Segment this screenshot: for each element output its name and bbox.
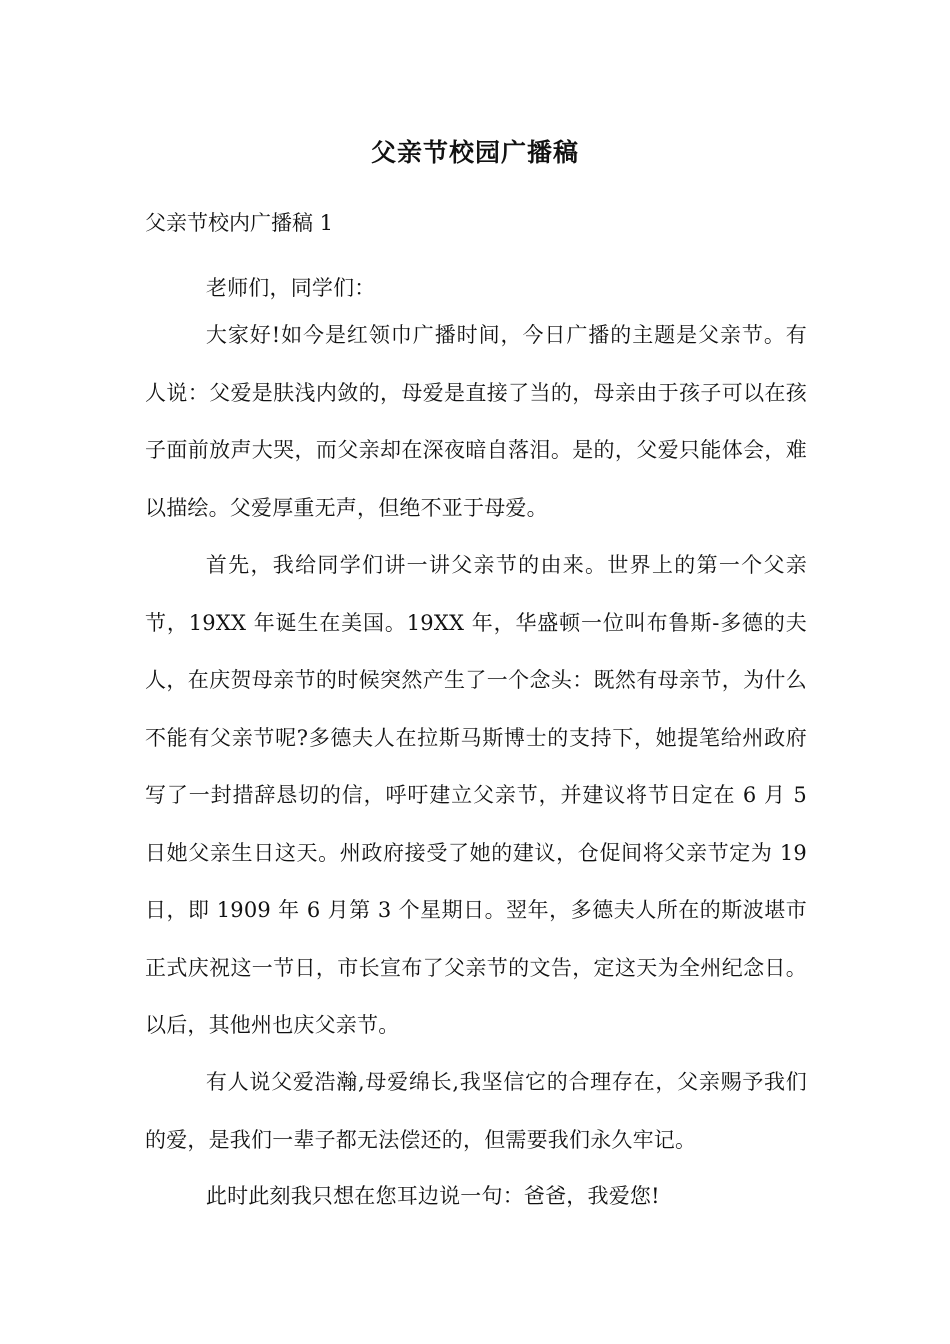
section-heading: 父亲节校内广播稿 1 (145, 211, 334, 235)
paragraph-intro: 大家好!如今是红领巾广播时间，今日广播的主题是父亲节。有人说：父爱是肤浅内敛的，母爱是直接了当的，母亲由于孩子可以在孩子面前放声大哭，而父亲却在深夜暗自落泪。是的，父爱只能体会，难以描绘。父爱厚重无声，但绝不亚于母爱。 (145, 323, 807, 520)
paragraph-origin: 首先，我给同学们讲一讲父亲节的由来。世界上的第一个父亲节，19XX 年诞生在美国。19XX 年，华盛顿一位叫布鲁斯-多德的夫人，在庆贺母亲节的时候突然产生了一个念头：既然有母亲节，为什么不能有父亲节呢?多德夫人在拉斯马斯博士的支持下，她提笔给州政府写了一封措辞恳切的信，呼吁建立父亲节，并建议将节日定在 6 月 5 日她父亲生日这天。州政府接受了她的建议，仓促间将父亲节定为 19 日，即 1909 年 6 月第 3 个星期日。翌年，多德夫人所在的斯波堪市正式庆祝这一节日，市长宣布了父亲节的文告，定这天为全州纪念日。以后，其他州也庆父亲节。 (145, 553, 807, 1037)
paragraph-father-love: 有人说父爱浩瀚,母爱绵长,我坚信它的合理存在，父亲赐予我们的爱，是我们一辈子都无法偿还的，但需要我们永久牢记。 (145, 1070, 807, 1152)
greeting-paragraph: 老师们，同学们： (205, 276, 376, 300)
paragraph-closing: 此时此刻我只想在您耳边说一句：爸爸，我爱您! (205, 1184, 660, 1208)
document-title: 父亲节校园广播稿 (370, 138, 579, 167)
